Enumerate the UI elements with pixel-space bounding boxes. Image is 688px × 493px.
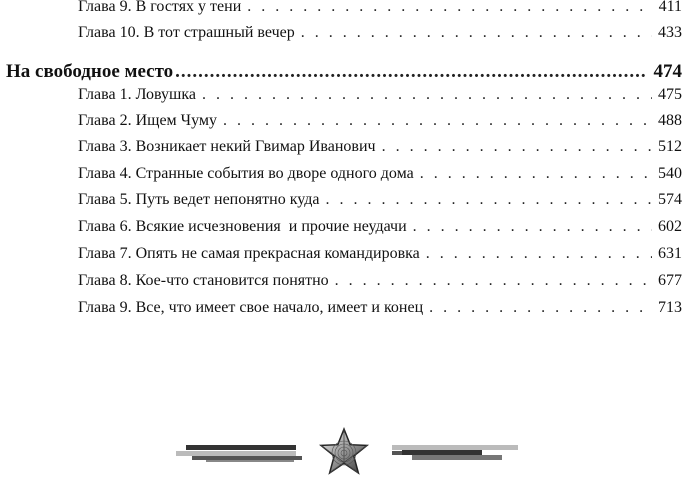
toc-entry-chapter-2 [78, 110, 682, 132]
toc-entry-chapter-8 [78, 270, 682, 292]
toc-entry-chapter-9-end [78, 297, 682, 319]
toc-entry-page: 475 [658, 86, 682, 103]
toc-entry-page: 540 [658, 165, 682, 182]
dot-leader [420, 163, 652, 185]
dot-leader [426, 243, 652, 265]
toc-entry-chapter-7 [78, 243, 682, 265]
page-ornament [0, 420, 688, 488]
toc-entry-title: Глава 7. Опять не самая прекрасная командировка [78, 245, 420, 262]
dot-leader [335, 270, 652, 292]
toc-entry-page: 631 [658, 245, 682, 262]
toc-part-page: 474 [653, 61, 682, 82]
toc-entry-title: Глава 1. Ловушка [78, 86, 196, 103]
toc-entry-chapter-3 [78, 136, 682, 158]
dot-leader [223, 110, 652, 132]
toc-entry-page: 713 [658, 299, 682, 316]
toc-entry-chapter-4 [78, 163, 682, 185]
toc-entry-page: 512 [658, 138, 682, 155]
dot-leader [326, 189, 653, 211]
toc-entry-chapter-10 [78, 22, 682, 44]
dot-leader [247, 0, 652, 18]
toc-entry-title: Глава 4. Странные события во дворе одного дома [78, 165, 414, 182]
toc-entry-title: Глава 10. В тот страшный вечер [78, 24, 295, 41]
toc-entry-page: 488 [658, 112, 682, 129]
toc-entry-title: Глава 8. Кое-что становится понятно [78, 272, 329, 289]
toc-entry-page: 602 [658, 218, 682, 235]
toc-entry-part-heading [6, 59, 682, 85]
toc-entry-title: Глава 9. Все, что имеет свое начало, имеет и конец [78, 299, 424, 316]
ornament-graphic [0, 420, 688, 488]
dot-leader [413, 216, 652, 238]
toc-entry-title: Глава 5. Путь ведет непонятно куда [78, 191, 320, 208]
dot-leader [175, 59, 645, 85]
toc-entry-title: Глава 6. Всякие исчезновения и прочие неудачи [78, 218, 407, 235]
toc-entry-chapter-9-shadow [78, 0, 682, 18]
toc-entry-title: Глава 3. Возникает некий Гвимар Иванович [78, 138, 376, 155]
toc-part-title: На свободное место [6, 61, 174, 82]
toc-entry-title: Глава 9. В гостях у тени [78, 0, 242, 15]
left-ornament-bars [176, 445, 302, 462]
toc-entry-page: 411 [658, 0, 682, 15]
star-icon [321, 429, 367, 473]
toc-entry-page: 677 [658, 272, 682, 289]
right-ornament-bars [392, 445, 518, 460]
toc-entry-chapter-1 [78, 84, 682, 106]
toc-entry-page: 574 [658, 191, 682, 208]
toc-entry-title: Глава 2. Ищем Чуму [78, 112, 217, 129]
toc-entry-chapter-5 [78, 189, 682, 211]
dot-leader [429, 297, 652, 319]
dot-leader [301, 22, 652, 44]
dot-leader [382, 136, 652, 158]
dot-leader [202, 84, 652, 106]
toc-entry-page: 433 [658, 24, 682, 41]
toc-entry-chapter-6 [78, 216, 682, 238]
